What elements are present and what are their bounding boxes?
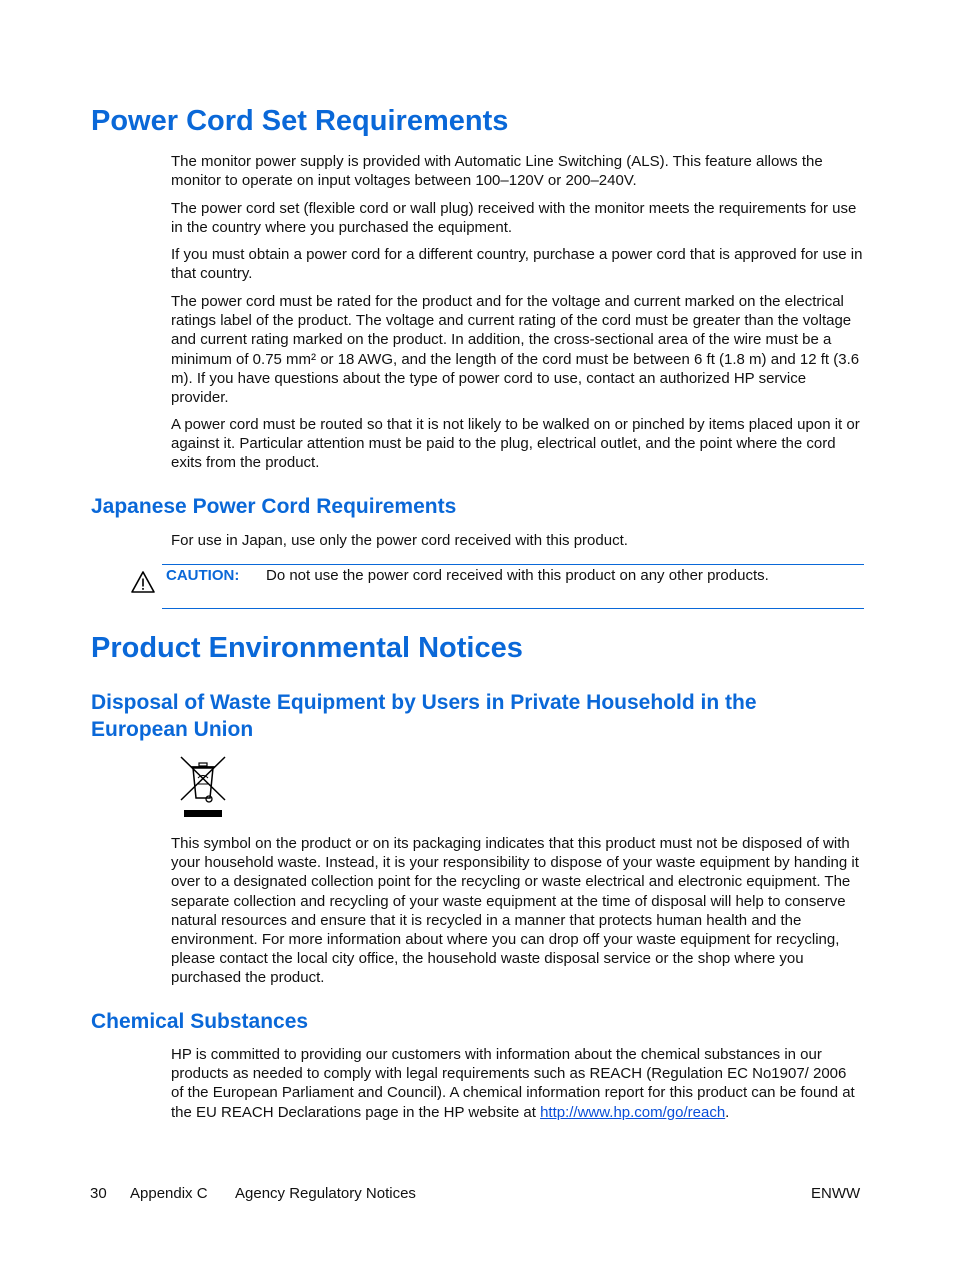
power-cord-paragraph-2: The power cord set (flexible cord or wall plug) received with the monitor meets the requirements for use in the country where you purchased the equipment. bbox=[171, 200, 857, 237]
heading-power-cord: Power Cord Set Requirements bbox=[91, 105, 509, 137]
caution-label: CAUTION: bbox=[166, 567, 240, 584]
heading-japanese-power-cord: Japanese Power Cord Requirements bbox=[91, 495, 457, 518]
chemical-text-end: . bbox=[725, 1103, 730, 1121]
warning-triangle-icon bbox=[130, 570, 156, 594]
chemical-paragraph bbox=[171, 1045, 863, 1122]
caution-text: Do not use the power cord received with this product on any other products. bbox=[266, 567, 769, 584]
footer-enww: ENWW bbox=[811, 1185, 861, 1202]
footer-chapter: Agency Regulatory Notices bbox=[235, 1185, 416, 1202]
reach-link[interactable]: http://www.hp.com/go/reach bbox=[540, 1103, 726, 1121]
heading-disposal-line-2: European Union bbox=[91, 718, 254, 741]
crossed-out-wheelie-bin-icon bbox=[178, 754, 228, 820]
japanese-paragraph: For use in Japan, use only the power cord received with this product. bbox=[171, 532, 628, 549]
heading-disposal-line-1: Disposal of Waste Equipment by Users in Private Household in the bbox=[91, 691, 757, 714]
heading-environmental: Product Environmental Notices bbox=[91, 632, 523, 664]
power-cord-paragraph-1: The monitor power supply is provided with Automatic Line Switching (ALS). This feature allows the monitor to operate on input voltages between 100–120V or 200–240V. bbox=[171, 153, 823, 190]
heading-chemical-substances: Chemical Substances bbox=[91, 1010, 309, 1033]
footer-appendix: Appendix C bbox=[130, 1185, 208, 1202]
footer-page-number: 30 bbox=[90, 1185, 107, 1202]
power-cord-paragraph-4: The power cord must be rated for the product and for the voltage and current marked on the electrical ratings label of the product. The voltage and current rating of the cord must be greater than the voltage and current rating marked on the product. In addition, the cross-sectional area of the wire must be a minimum of 0.75 mm² or 18 AWG, and the length of the cord must be between 6 ft (1.8 m) and 12 ft (3.6 m). If you have questions about the type of power cord to use, contact an authorized HP service provider. bbox=[171, 293, 860, 407]
disposal-paragraph: This symbol on the product or on its packaging indicates that this product must not be disposed of with your household waste. Instead, it is your responsibility to dispose of your waste equipment by handing it over to a designated collection point for the recycling or waste electrical and electronic equipment. The separate collection and recycling of your waste equipment at the time of disposal will help to conserve natural resources and ensure that it is recycled in a manner that protects human health and the environment. For more information about where you can drop off your waste equipment for recycling, please contact the local city office, the household waste disposal service or the shop where you purchased the product. bbox=[171, 835, 859, 987]
power-cord-paragraph-3: If you must obtain a power cord for a different country, purchase a power cord that is approved for use in that country. bbox=[171, 246, 863, 283]
chemical-text: HP is committed to providing our customers with information about the chemical substances in our products as needed to comply with legal requirements such as REACH (Regulation EC No1907/ 2006 of the European Parliament and Council). A chemical information report for this product can be found at the EU REACH Declarations page in the HP website at bbox=[171, 1046, 855, 1121]
power-cord-paragraph-5: A power cord must be routed so that it is not likely to be walked on or pinched by items placed upon it or against it. Particular attention must be paid to the plug, electrical outlet, and the point where the cord exits from the product. bbox=[171, 416, 860, 472]
